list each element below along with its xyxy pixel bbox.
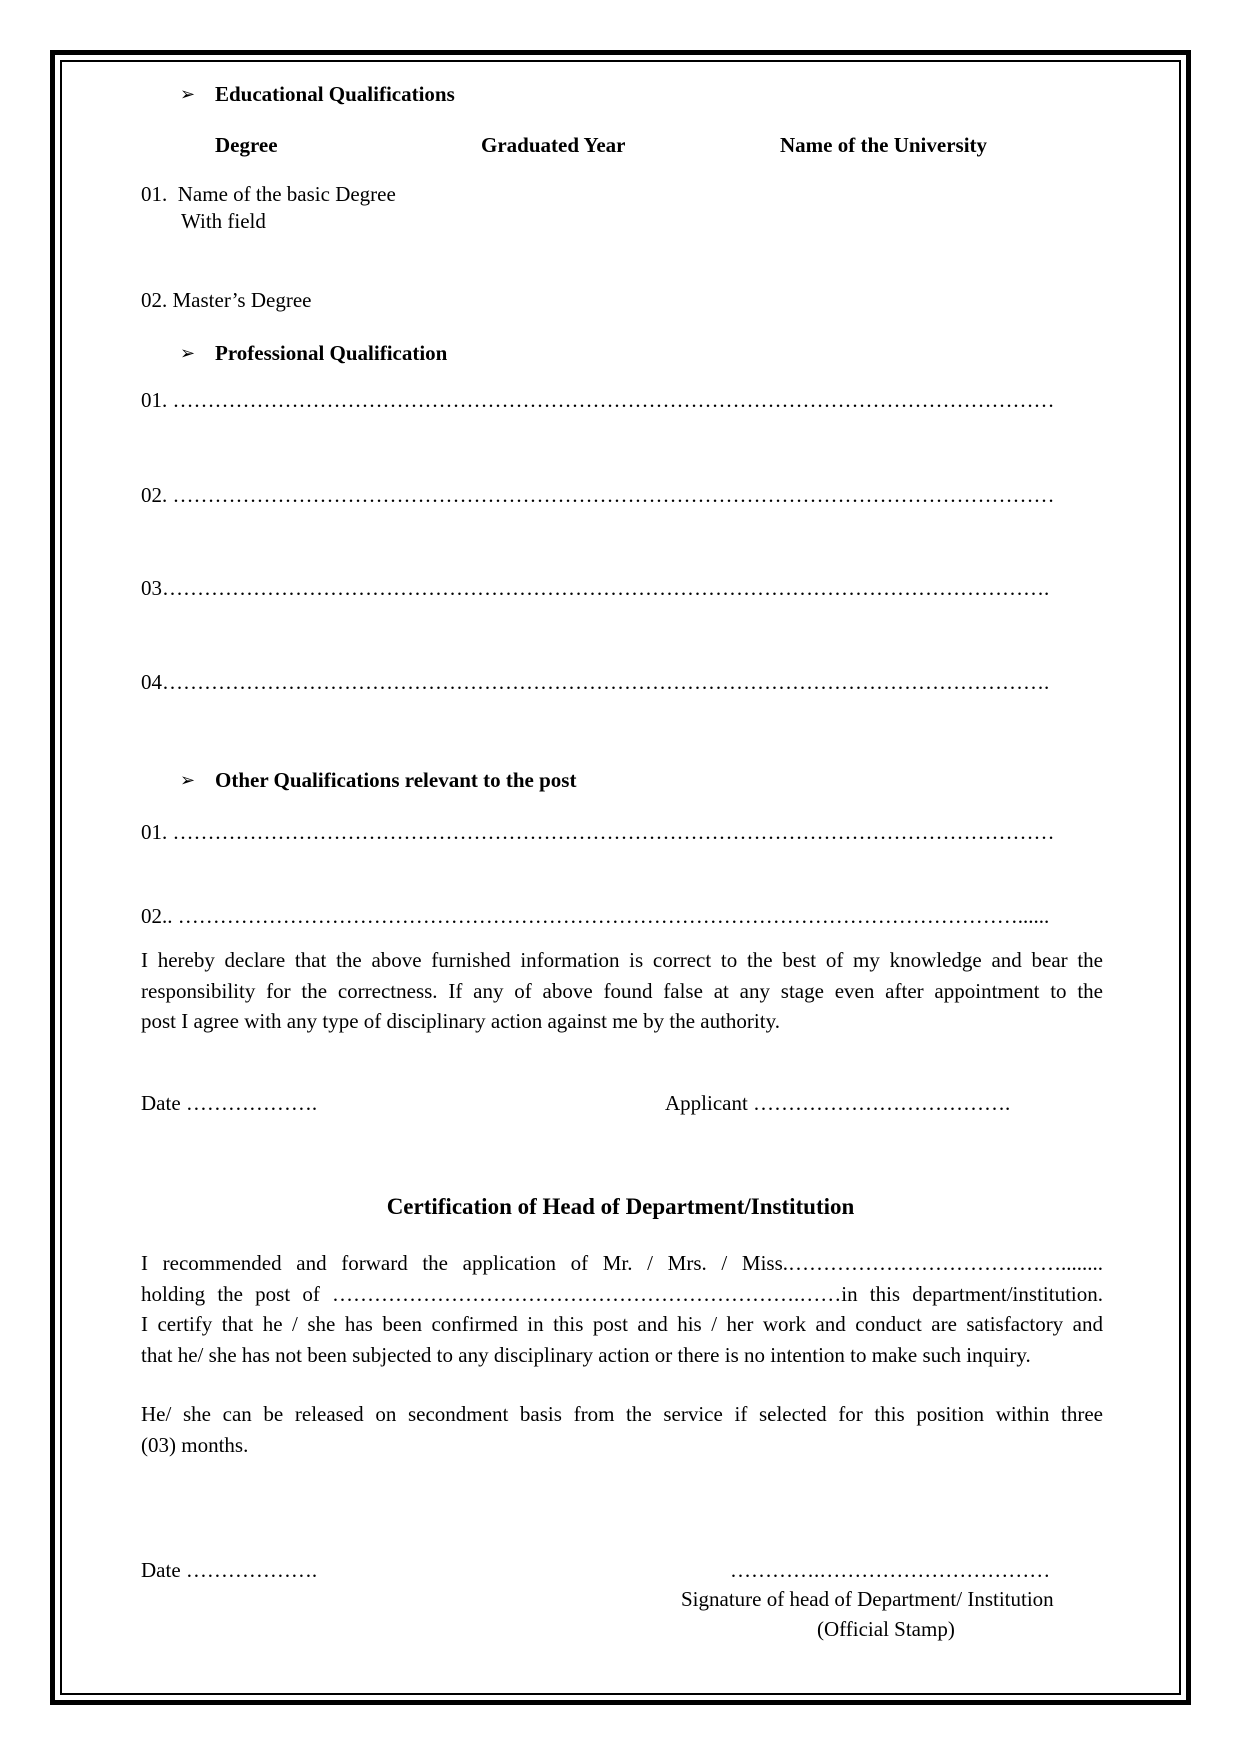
declaration-line: responsibility for the correctness. If any of above found false at any stage even after appointment to the bbox=[141, 978, 1103, 1003]
head-date-field[interactable]: Date ………………. bbox=[141, 1558, 318, 1582]
arrow-bullet-icon: ➢ bbox=[180, 343, 196, 363]
official-stamp-label: (Official Stamp) bbox=[817, 1617, 955, 1641]
column-graduated-year: Graduated Year bbox=[481, 133, 626, 157]
certification-line: that he/ she has not been subjected to any disciplinary action or there is no intention to make such inquiry. bbox=[141, 1342, 1031, 1367]
certification-line: I recommended and forward the application of Mr. / Mrs. / Miss.…………………………………........ bbox=[141, 1251, 1103, 1275]
secondment-paragraph bbox=[141, 1399, 1103, 1460]
basic-degree-label: 01. Name of the basic Degree bbox=[141, 182, 396, 206]
arrow-bullet-icon: ➢ bbox=[180, 84, 196, 104]
declaration-line: I hereby declare that the above furnished information is correct to the best of my knowledge and bear the bbox=[141, 948, 1103, 972]
applicant-date-field[interactable]: Date ………………. bbox=[141, 1091, 318, 1115]
basic-degree-field-label: With field bbox=[181, 209, 266, 233]
professional-line-4[interactable]: 04………………………………………………………………………………………………………………. bbox=[141, 670, 1050, 694]
professional-line-2[interactable]: 02. ……………………………………………………………………………………………………………… bbox=[141, 483, 1055, 507]
head-signature-label: Signature of head of Department/ Institution bbox=[681, 1587, 1054, 1611]
head-signature-dots[interactable]: ………….…………………………… bbox=[730, 1558, 1051, 1582]
educational-heading: Educational Qualifications bbox=[215, 82, 455, 106]
masters-degree-label: 02. Master’s Degree bbox=[141, 288, 312, 312]
certification-line: holding the post of ………………………………………………………….……in this department/institution. bbox=[141, 1281, 1103, 1306]
declaration-paragraph bbox=[141, 945, 1103, 1037]
other-line-1[interactable]: 01. ……………………………………………………………………………………………………………… bbox=[141, 820, 1055, 844]
professional-heading: Professional Qualification bbox=[215, 341, 448, 365]
certification-paragraph bbox=[141, 1248, 1103, 1370]
other-line-2[interactable]: 02.. …………………………………………………………………………………………………………...... bbox=[141, 904, 1050, 928]
certification-heading: Certification of Head of Department/Institution bbox=[386, 1194, 855, 1219]
certification-line: I certify that he / she has been confirmed in this post and his / her work and conduct are satisfactory and bbox=[141, 1312, 1103, 1336]
applicant-signature-field[interactable]: Applicant ………………………………. bbox=[665, 1091, 1011, 1115]
professional-line-1[interactable]: 01. ……………………………………………………………………………………………………………… bbox=[141, 388, 1055, 412]
column-degree: Degree bbox=[215, 133, 278, 157]
arrow-bullet-icon: ➢ bbox=[180, 770, 196, 790]
other-heading: Other Qualifications relevant to the post bbox=[215, 768, 577, 792]
column-university: Name of the University bbox=[780, 133, 988, 157]
professional-line-3[interactable]: 03………………………………………………………………………………………………………………. bbox=[141, 576, 1050, 600]
secondment-line: He/ she can be released on secondment basis from the service if selected for this position within three bbox=[141, 1402, 1103, 1426]
secondment-line: (03) months. bbox=[141, 1432, 249, 1457]
declaration-line: post I agree with any type of disciplinary action against me by the authority. bbox=[141, 1009, 780, 1033]
